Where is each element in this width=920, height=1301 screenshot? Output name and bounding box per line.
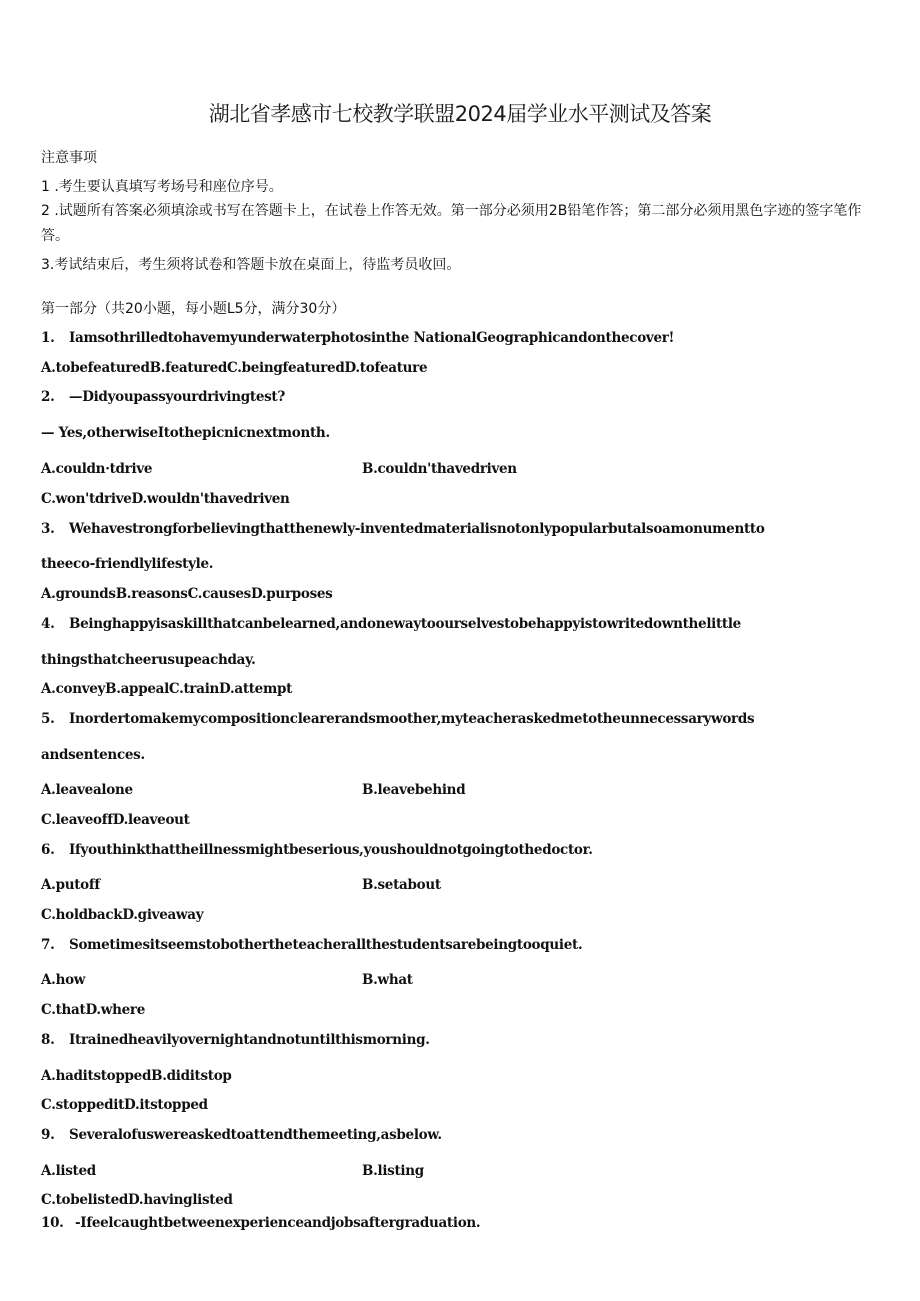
question-2 [41,389,285,405]
notice-item-1: 1 .考生要认真填写考场号和座位序号。 [41,179,283,195]
question-4-continued: thingsthatcheerusupeachday. [41,652,256,668]
question-number: 9. [41,1127,55,1143]
question-5 [41,711,754,727]
question-10 [41,1215,480,1231]
question-text: Ifyouthinkthattheillnessmightbeserious,youshouldnotgoingtothedoctor. [69,842,593,858]
question-3-options: A.groundsB.reasonsC.causesD.purposes [41,586,333,602]
question-6 [41,842,593,858]
question-8-options-cd: C.stoppeditD.itstopped [41,1097,208,1113]
question-9-option-a: A.listed [41,1163,96,1179]
question-text: Beinghappyisaskillthatcanbelearned,andonewaytoourselvestobehappyistowritedownthelittle [69,616,741,632]
question-9 [41,1127,442,1143]
question-number: 10. [41,1215,64,1231]
question-5-options-cd: C.leaveoffD.leaveout [41,812,190,828]
notice-heading: 注意事项 [41,150,97,166]
question-2-reply: — Yes,otherwiseItothepicnicnextmonth. [41,425,330,441]
question-9-options-cd: C.tobelistedD.havinglisted [41,1192,233,1208]
question-2-option-a: A.couldn·tdrive [41,461,153,477]
page-title: 湖北省孝感市七校教学联盟2024届学业水平测试及答案 [208,102,712,126]
question-2-option-b: B.couldn'thavedriven [362,461,517,477]
question-9-option-b: B.listing [362,1163,424,1179]
question-8-options-ab: A.haditstoppedB.diditstop [41,1068,232,1084]
question-8 [41,1032,430,1048]
question-number: 7. [41,937,55,953]
question-1-options: A.tobefeaturedB.featuredC.beingfeaturedD.tofeature [41,360,428,376]
question-number: 1. [41,330,55,346]
question-text: Inordertomakemycompositionclearerandsmoother,myteacheraskedmetotheunnecessarywords [69,711,755,727]
question-text: Sometimesitseemstobothertheteacherallthestudentsarebeingtooquiet. [69,937,583,953]
notice-item-3: 3.考试结束后，考生须将试卷和答题卡放在桌面上，待监考员收回。 [41,257,461,273]
question-3-continued: theeco-friendlylifestyle. [41,556,214,572]
question-number: 5. [41,711,55,727]
question-text: Wehavestrongforbelievingthatthenewly-inventedmaterialisnotonlypopularbutalsoamonumentto [69,521,765,537]
question-5-continued: andsentences. [41,747,145,763]
question-6-options-cd: C.holdbackD.giveaway [41,907,204,923]
question-text: —Didyoupassyourdrivingtest? [69,389,285,405]
question-6-option-b: B.setabout [362,877,441,893]
question-number: 4. [41,616,55,632]
notice-item-2: 2 .试题所有答案必须填涂或书写在答题卡上，在试卷上作答无效。第一部分必须用2B铅笔作答；第二部分必须用黑色字迹的签字笔作答。 [41,203,862,244]
question-number: 6. [41,842,55,858]
question-2-options-cd: C.won'tdriveD.wouldn'thavedriven [41,491,290,507]
question-1 [41,330,674,346]
section-heading: 第一部分（共20小题，每小题L5分，满分30分） [41,301,346,317]
question-7-option-b: B.what [362,972,413,988]
question-5-option-b: B.leavebehind [362,782,466,798]
question-text: Itrainedheavilyovernightandnotuntilthismorning. [69,1032,430,1048]
question-7 [41,937,582,953]
question-text: Iamsothrilledtohavemyunderwaterphotosinthe NationalGeographicandonthecover! [69,330,675,346]
question-7-option-a: A.how [41,972,86,988]
question-4-options: A.conveyB.appealC.trainD.attempt [41,681,293,697]
question-text: -Ifeelcaughtbetweenexperienceandjobsaftergraduation. [75,1215,481,1231]
question-6-option-a: A.putoff [41,877,100,893]
question-number: 2. [41,389,55,405]
question-3 [41,521,765,537]
question-number: 3. [41,521,55,537]
question-7-options-cd: C.thatD.where [41,1002,145,1018]
question-number: 8. [41,1032,55,1048]
question-text: Severalofuswereaskedtoattendthemeeting,asbelow. [69,1127,442,1143]
question-4 [41,616,741,632]
question-5-option-a: A.leavealone [41,782,133,798]
